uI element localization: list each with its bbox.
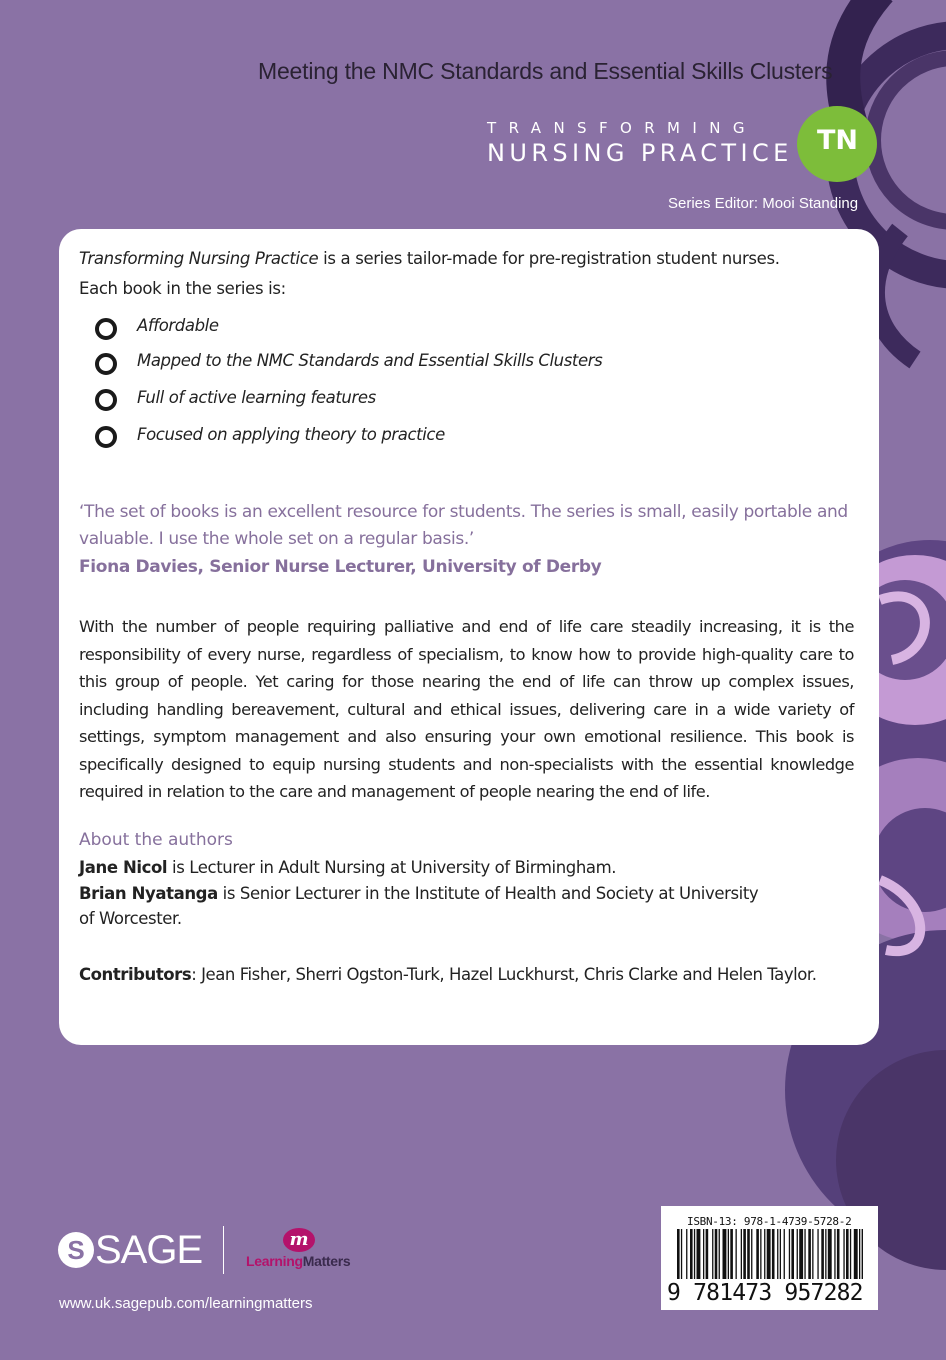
lm-word-matters: Matters bbox=[302, 1253, 351, 1269]
barcode-bar bbox=[686, 1229, 687, 1279]
bullet-icon bbox=[95, 353, 117, 375]
barcode-bar bbox=[767, 1229, 771, 1279]
barcode-bar bbox=[799, 1229, 803, 1279]
barcode-bars bbox=[677, 1229, 863, 1279]
quote-line-2: valuable. I use the whole set on a regular basis.’ bbox=[79, 529, 474, 549]
barcode-bar bbox=[741, 1229, 742, 1279]
barcode-bar bbox=[751, 1229, 752, 1279]
isbn-text: ISBN-13: 978-1-4739-5728-2 bbox=[687, 1215, 852, 1228]
barcode-bar bbox=[777, 1229, 778, 1279]
barcode-bar bbox=[843, 1229, 844, 1279]
feature-item: Affordable bbox=[137, 316, 219, 335]
barcode-bar bbox=[797, 1229, 798, 1279]
barcode-bar bbox=[837, 1229, 840, 1279]
barcode-bar bbox=[712, 1229, 713, 1279]
about-authors-heading: About the authors bbox=[79, 830, 233, 850]
barcode-bar bbox=[706, 1229, 709, 1279]
barcode-bar bbox=[764, 1229, 765, 1279]
book-description: With the number of people requiring palliative and end of life care steadily increasing, it is the responsibility of every nurse, regardless of specialism, to know how to provide high-quality care to this group of people. Yet caring for those nearing the end of life can throw up complex issues, including handling bereavement, cultural and ethical issues, delivering care in a wide variety of settings, symptom management and also ensuring your own emotional resilience. This book is specifically designed to equip nursing students and non-specialists with the essential knowledge required in relation to the care and management of people nearing the end of life. bbox=[79, 617, 854, 801]
contributors-names: : Jean Fisher, Sherri Ogston-Turk, Hazel Luckhurst, Chris Clarke and Helen Taylor. bbox=[191, 965, 817, 984]
barcode-panel bbox=[661, 1206, 878, 1310]
barcode-bar bbox=[821, 1229, 824, 1279]
sage-wordmark: SAGE bbox=[95, 1227, 203, 1272]
intro-line-1-rest: is a series tailor-made for pre-registration student nurses. bbox=[318, 249, 780, 268]
author-2-desc-cont: of Worcester. bbox=[79, 909, 182, 928]
feature-item: Mapped to the NMC Standards and Essential Skills Clusters bbox=[137, 351, 603, 370]
lm-word-learning: Learning bbox=[246, 1253, 303, 1269]
intro-line-2: Each book in the series is: bbox=[79, 279, 286, 298]
barcode-bar bbox=[756, 1229, 759, 1279]
sage-logo bbox=[58, 1225, 202, 1275]
barcode-bar bbox=[834, 1229, 835, 1279]
barcode-bar bbox=[723, 1229, 727, 1279]
barcode-bar bbox=[854, 1229, 858, 1279]
contributors-label: Contributors bbox=[79, 965, 192, 984]
barcode-bar bbox=[677, 1229, 680, 1279]
series-title-big: NURSING PRACTICE bbox=[487, 139, 793, 167]
barcode-bar bbox=[681, 1229, 682, 1279]
author-2-desc: is Senior Lecturer in the Institute of Health and Society at University bbox=[217, 883, 759, 903]
learning-matters-logo bbox=[246, 1253, 350, 1269]
barcode-bar bbox=[747, 1229, 750, 1279]
barcode-bar bbox=[694, 1229, 695, 1279]
author-2 bbox=[79, 881, 758, 907]
content-card bbox=[59, 229, 879, 1045]
barcode-bar bbox=[828, 1229, 832, 1279]
series-badge bbox=[797, 106, 877, 182]
bullet-icon bbox=[95, 389, 117, 411]
header-tagline: Meeting the NMC Standards and Essential Skills Clusters bbox=[258, 58, 833, 84]
barcode-bar bbox=[812, 1229, 813, 1279]
intro-line-1 bbox=[79, 249, 780, 268]
barcode-bar bbox=[690, 1229, 693, 1279]
barcode-bar bbox=[817, 1229, 818, 1279]
barcode-bar bbox=[789, 1229, 790, 1279]
barcode-bar bbox=[850, 1229, 851, 1279]
authors-block bbox=[79, 855, 758, 932]
barcode-bar bbox=[736, 1229, 737, 1279]
logo-divider bbox=[223, 1226, 224, 1274]
learning-matters-icon: m bbox=[283, 1228, 315, 1252]
barcode-bar bbox=[808, 1229, 811, 1279]
author-1-name: Jane Nicol bbox=[79, 858, 168, 877]
barcode-bar bbox=[780, 1229, 781, 1279]
barcode-bar bbox=[846, 1229, 849, 1279]
quote-attribution: Fiona Davies, Senior Nurse Lecturer, University of Derby bbox=[79, 557, 602, 577]
barcode-bar bbox=[728, 1229, 729, 1279]
sage-mark-icon: S bbox=[58, 1232, 94, 1268]
barcode-bar bbox=[825, 1229, 826, 1279]
barcode-bar bbox=[730, 1229, 733, 1279]
feature-item: Focused on applying theory to practice bbox=[137, 425, 445, 444]
barcode-bar bbox=[772, 1229, 775, 1279]
series-name: Transforming Nursing Practice bbox=[79, 249, 319, 268]
barcode-bar bbox=[743, 1229, 746, 1279]
feature-item: Full of active learning features bbox=[137, 388, 376, 407]
barcode-bar bbox=[719, 1229, 720, 1279]
barcode-bar bbox=[859, 1229, 860, 1279]
barcode-bar bbox=[715, 1229, 718, 1279]
series-editor: Series Editor: Mooi Standing bbox=[668, 195, 859, 212]
series-badge-text: TN bbox=[817, 125, 859, 156]
barcode-bar bbox=[791, 1229, 794, 1279]
barcode-bar bbox=[760, 1229, 761, 1279]
series-title-small: TRANSFORMING bbox=[487, 119, 757, 137]
barcode-digits: 9 781473 957282 bbox=[667, 1280, 863, 1306]
author-2-name: Brian Nyatanga bbox=[79, 883, 218, 903]
quote-line-1: ‘The set of books is an excellent resource for students. The series is small, easily portable and bbox=[79, 502, 848, 522]
barcode-bar bbox=[804, 1229, 805, 1279]
barcode-bar bbox=[697, 1229, 701, 1279]
bullet-icon bbox=[95, 318, 117, 340]
publisher-url: www.uk.sagepub.com/learningmatters bbox=[59, 1295, 313, 1312]
author-1-desc: is Lecturer in Adult Nursing at University of Birmingham. bbox=[167, 858, 617, 877]
barcode-bar bbox=[703, 1229, 704, 1279]
barcode-bar bbox=[862, 1229, 863, 1279]
barcode-bar bbox=[784, 1229, 785, 1279]
author-1 bbox=[79, 855, 758, 881]
bullet-icon bbox=[95, 426, 117, 448]
contributors bbox=[79, 965, 817, 984]
